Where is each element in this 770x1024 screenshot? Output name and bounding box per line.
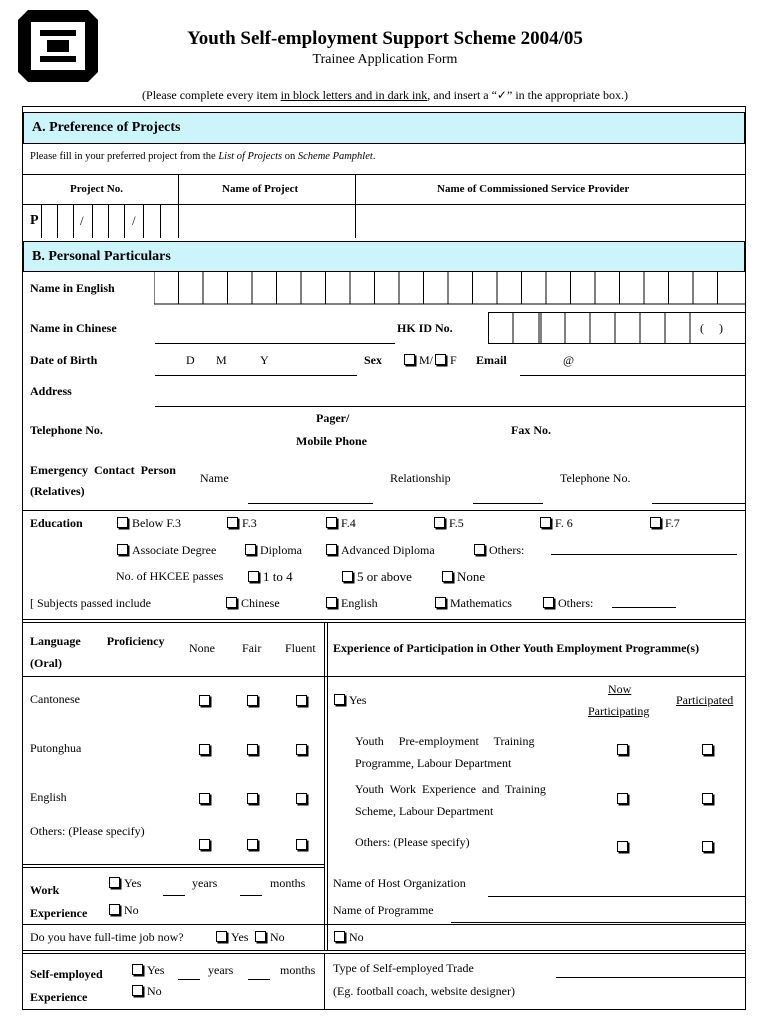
fax-label: Fax No. <box>511 423 551 437</box>
prog3-now[interactable] <box>617 840 632 855</box>
host-org-field[interactable] <box>488 896 745 897</box>
lang-row-english: English <box>30 790 67 804</box>
form-title: Youth Self-employment Support Scheme 2004/05 <box>187 28 583 49</box>
edu-others[interactable]: Others: <box>474 543 524 558</box>
sex-label: Sex <box>364 353 382 367</box>
edu-f4[interactable]: F.4 <box>326 516 356 531</box>
lang-level-fluent: Fluent <box>285 641 316 655</box>
language-title: Language Proficiency (Oral) <box>30 634 165 670</box>
edu-associate[interactable]: Associate Degree <box>117 543 216 558</box>
dob-y: Y <box>260 353 269 367</box>
project-slash-2: / <box>132 213 136 228</box>
work-yes[interactable]: Yes <box>109 876 141 891</box>
edu-f7[interactable]: F.7 <box>650 516 680 531</box>
section-b-header: B. Personal Particulars <box>23 241 745 272</box>
lang-row-cantonese: Cantonese <box>30 692 80 706</box>
programme-item-2: Youth Work Experience and Training Scheme, Labour Department <box>355 782 546 818</box>
host-org-label: Name of Host Organization <box>333 876 466 890</box>
mobile-label: Mobile Phone <box>296 434 367 448</box>
edu-diploma[interactable]: Diploma <box>245 543 302 558</box>
col-project-no: Project No. <box>70 183 123 195</box>
project-name-field[interactable] <box>180 205 354 237</box>
selfemp-years-label: years <box>208 963 234 977</box>
work-months-label: months <box>270 876 306 890</box>
name-english-boxes[interactable] <box>154 272 746 305</box>
selfemp-months-field[interactable] <box>248 979 270 980</box>
name-english-label: Name in English <box>30 281 115 295</box>
fulltime-question: Do you have full-time job now? <box>30 930 184 944</box>
programme-item-1: Youth Pre-employment Training Programme, Labour Department <box>355 734 535 770</box>
email-field[interactable] <box>520 375 745 376</box>
trade-label: Type of Self-employed Trade <box>333 961 474 975</box>
emergency-name-field[interactable] <box>248 503 373 504</box>
email-label: Email <box>476 353 507 367</box>
name-chinese-field[interactable] <box>155 343 395 344</box>
project-slash-1: / <box>80 213 84 228</box>
trade-field[interactable] <box>556 977 745 978</box>
hkcee-none[interactable]: None <box>442 569 485 585</box>
hkid-check-digit: ( ) <box>700 321 723 335</box>
subject-chinese[interactable]: Chinese <box>226 596 280 611</box>
work-months-field[interactable] <box>240 895 262 896</box>
prog-name-field[interactable] <box>451 922 745 923</box>
programme-no[interactable]: No <box>334 930 364 945</box>
dob-d: D <box>186 353 195 367</box>
lang-cantonese-none[interactable] <box>199 694 214 709</box>
now-participating-label: Participating <box>588 704 650 718</box>
lang-row-others: Others: (Please specify) <box>30 824 145 838</box>
lang-level-fair: Fair <box>242 641 262 655</box>
subject-others[interactable]: Others: <box>543 596 593 611</box>
work-years-label: years <box>192 876 218 890</box>
edu-below-f3[interactable]: Below F.3 <box>117 516 181 531</box>
selfemp-yes[interactable]: Yes <box>132 963 164 978</box>
emergency-tel-field[interactable] <box>652 503 745 504</box>
emergency-relationship-field[interactable] <box>473 503 543 504</box>
selfemp-label: Self-employed Experience <box>30 967 103 1004</box>
lang-others-fluent[interactable] <box>296 838 311 853</box>
emergency-label: Emergency Contact Person (Relatives) <box>30 463 176 498</box>
edu-f3[interactable]: F.3 <box>227 516 257 531</box>
telephone-label: Telephone No. <box>30 423 103 437</box>
prog2-now[interactable] <box>617 792 632 807</box>
col-provider: Name of Commissioned Service Provider <box>437 183 630 195</box>
programme-title: Experience of Participation in Other Youth Employment Programme(s) <box>333 641 700 655</box>
selfemp-months-label: months <box>280 963 316 977</box>
section-a-note: Please fill in your preferred project from the List of Projects on Scheme Pamphlet. <box>30 151 376 162</box>
edu-others-field[interactable] <box>551 554 737 555</box>
work-years-field[interactable] <box>163 895 185 896</box>
name-chinese-label: Name in Chinese <box>30 321 117 335</box>
subject-others-field[interactable] <box>612 607 676 608</box>
prog-name-label: Name of Programme <box>333 903 434 917</box>
lang-row-putonghua: Putonghua <box>30 741 82 755</box>
prog1-now[interactable] <box>617 743 632 758</box>
address-label: Address <box>30 384 72 398</box>
email-at: @ <box>563 353 575 367</box>
section-a-header: A. Preference of Projects <box>23 112 745 144</box>
address-field[interactable] <box>155 406 745 407</box>
dob-field[interactable] <box>155 375 357 376</box>
lang-putonghua-fluent[interactable] <box>296 743 311 758</box>
prog3-participated[interactable] <box>702 840 717 855</box>
fulltime-no[interactable]: No <box>255 930 285 945</box>
programme-yes[interactable]: Yes <box>334 693 366 708</box>
participated-label: Participated <box>676 693 734 707</box>
dob-m: M <box>216 353 227 367</box>
lang-others-none[interactable] <box>199 838 214 853</box>
subject-english[interactable]: English <box>326 596 378 611</box>
now-label: Now <box>608 682 632 696</box>
form-subtitle: Trainee Application Form <box>312 52 458 67</box>
work-no[interactable]: No <box>109 903 139 918</box>
hkcee-1-4[interactable]: 1 to 4 <box>248 569 293 585</box>
edu-advanced-diploma[interactable]: Advanced Diploma <box>326 543 435 558</box>
prog2-participated[interactable] <box>702 792 717 807</box>
hkcee-label: No. of HKCEE passes <box>116 569 224 583</box>
lang-others-fair[interactable] <box>247 838 262 853</box>
emergency-relationship-label: Relationship <box>390 471 451 485</box>
lang-putonghua-fair[interactable] <box>247 743 262 758</box>
edu-f5[interactable]: F.5 <box>434 516 464 531</box>
fulltime-yes[interactable]: Yes <box>216 930 248 945</box>
project-prefix: P <box>30 213 39 228</box>
lang-english-fair[interactable] <box>247 792 262 807</box>
hkcee-5-above[interactable]: 5 or above <box>342 569 412 585</box>
provider-field[interactable] <box>357 205 743 237</box>
programme-item-3: Others: (Please specify) <box>355 835 470 849</box>
lang-cantonese-fluent[interactable] <box>296 694 311 709</box>
edu-f6[interactable]: F. 6 <box>540 516 573 531</box>
form-instruction: (Please complete every item in block letters and in dark ink, and insert a “✓” in the appropriate box.) <box>142 88 628 102</box>
hkid-label: HK ID No. <box>397 321 453 335</box>
work-label: Work Experience <box>30 883 88 920</box>
subject-maths[interactable]: Mathematics <box>435 596 512 611</box>
trade-example: (Eg. football coach, website designer) <box>333 984 515 998</box>
lang-level-none: None <box>189 641 215 655</box>
education-label: Education <box>30 516 83 530</box>
pager-label: Pager/ <box>316 411 350 425</box>
prog1-participated[interactable] <box>702 743 717 758</box>
lang-english-none[interactable] <box>199 792 214 807</box>
sex-options[interactable]: M/ F <box>404 353 457 368</box>
lang-putonghua-none[interactable] <box>199 743 214 758</box>
subjects-label: [ Subjects passed include <box>30 596 151 610</box>
emergency-name-label: Name <box>200 471 229 485</box>
emergency-tel-label: Telephone No. <box>560 471 631 485</box>
lang-cantonese-fair[interactable] <box>247 694 262 709</box>
col-project-name: Name of Project <box>222 183 299 195</box>
selfemp-years-field[interactable] <box>178 979 200 980</box>
selfemp-no[interactable]: No <box>132 984 162 999</box>
dob-label: Date of Birth <box>30 353 98 367</box>
lang-english-fluent[interactable] <box>296 792 311 807</box>
